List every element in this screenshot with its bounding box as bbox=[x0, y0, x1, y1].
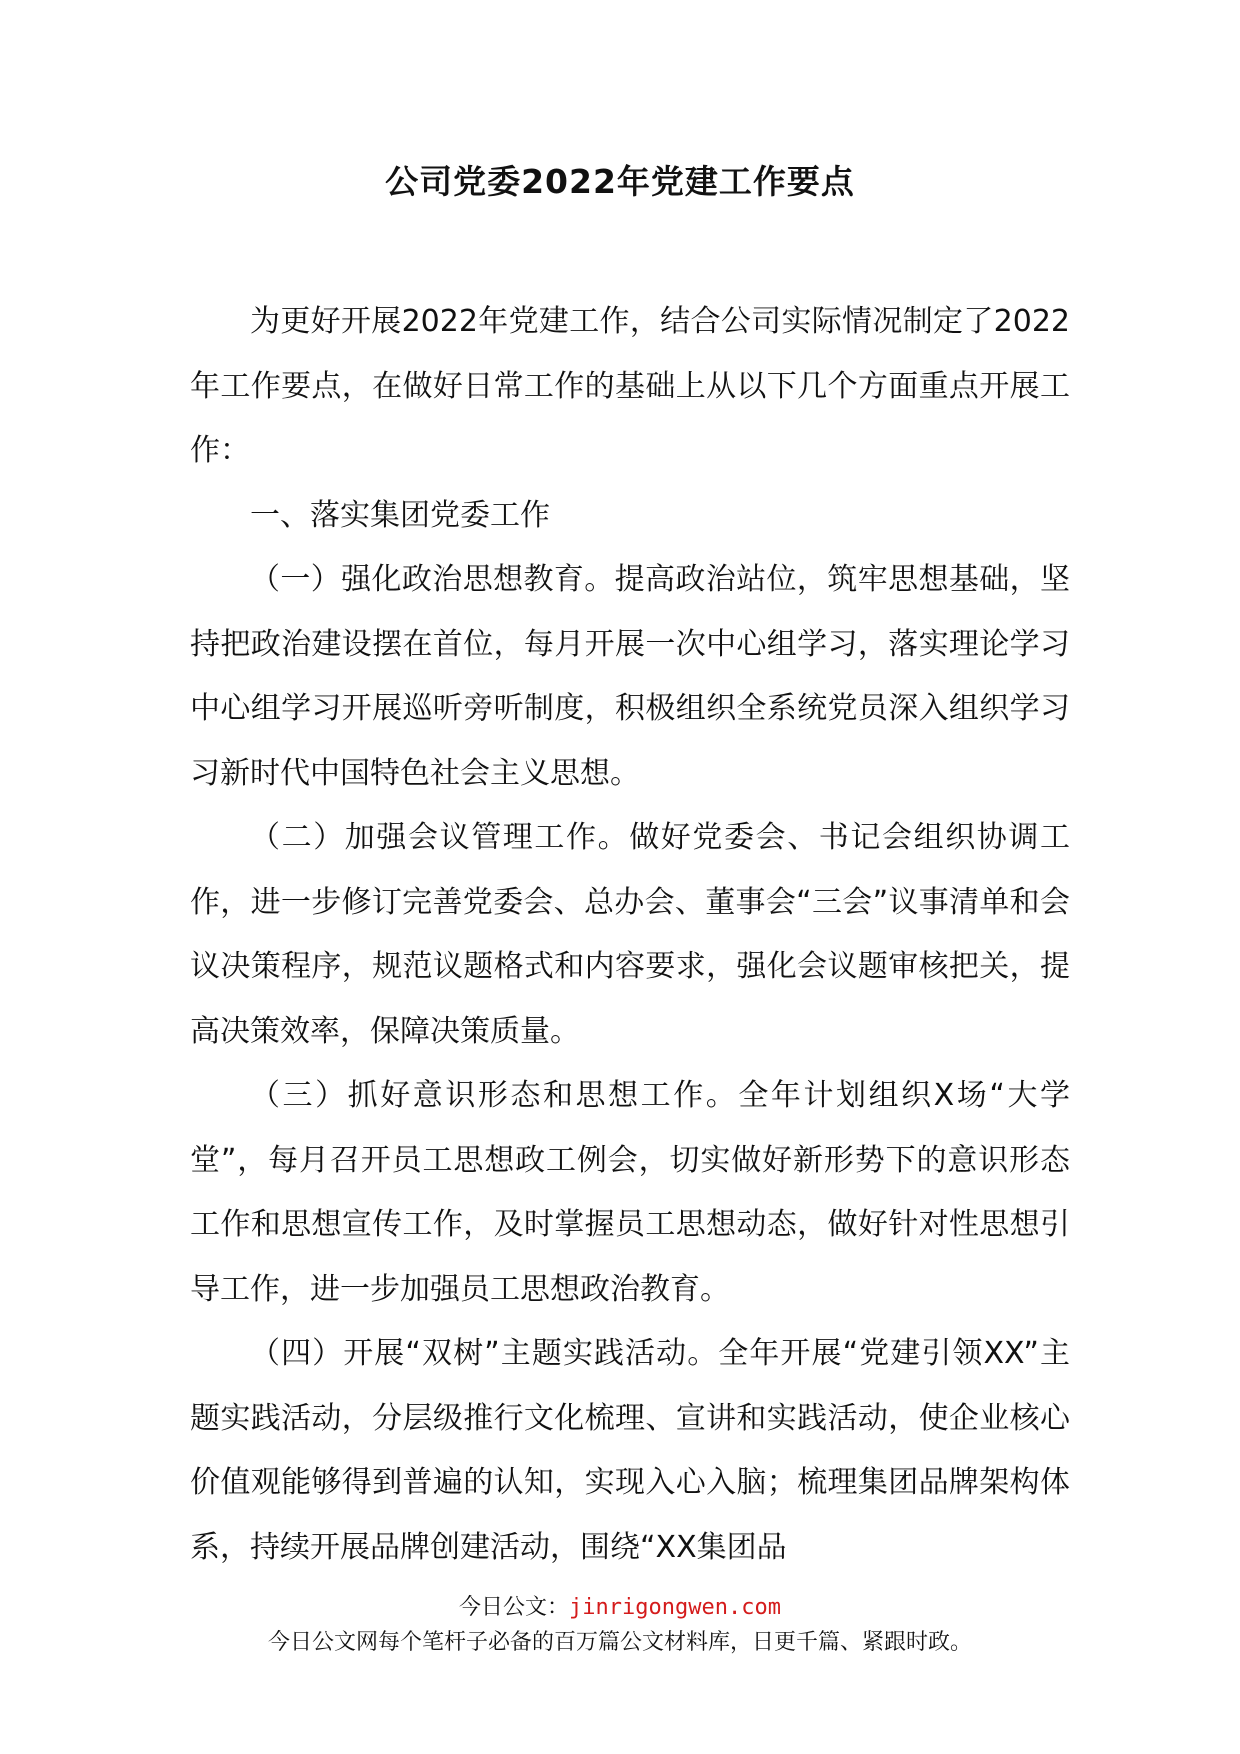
document-title: 公司党委2022年党建工作要点 bbox=[385, 162, 855, 201]
paragraph-item-1: （一）强化政治思想教育。提高政治站位，筑牢思想基础，坚持把政治建设摆在首位，每月开展一次中心组学习，落实理论学习中心组学习开展巡听旁听制度，积极组织全系统党员深入组织学习习新时代中国特色社会主义思想。 bbox=[190, 562, 1070, 791]
paragraph-item-4: （四）开展“双树”主题实践活动。全年开展“党建引领XX”主题实践活动，分层级推行文化梳理、宣讲和实践活动，使企业核心价值观能够得到普遍的认知，实现入心入脑；梳理集团品牌架构体系，持续开展品牌创建活动，围绕“XX集团品 bbox=[190, 1336, 1070, 1565]
footer-site-line bbox=[0, 1593, 1240, 1623]
footer-slogan: 今日公文网每个笔杆子必备的百万篇公文材料库，日更千篇、紧跟时政。 bbox=[267, 1630, 972, 1655]
paragraph-item-2: （二）加强会议管理工作。做好党委会、书记会组织协调工作，进一步修订完善党委会、总办会、董事会“三会”议事清单和会议决策程序，规范议题格式和内容要求，强化会议题审核把关，提高决策效率，保障决策质量。 bbox=[190, 820, 1070, 1049]
intro-paragraph: 为更好开展2022年党建工作，结合公司实际情况制定了2022年工作要点，在做好日常工作的基础上从以下几个方面重点开展工作： bbox=[190, 304, 1070, 468]
section-heading: 一、落实集团党委工作 bbox=[250, 497, 550, 533]
footer-site-url[interactable]: jinrigongwen.com bbox=[569, 1595, 781, 1620]
footer-site-label: 今日公文： bbox=[459, 1595, 570, 1620]
paragraph-item-3: （三）抓好意识形态和思想工作。全年计划组织X场“大学堂”，每月召开员工思想政工例会，切实做好新形势下的意识形态工作和思想宣传工作，及时掌握员工思想动态，做好针对性思想引导工作，进一步加强员工思想政治教育。 bbox=[190, 1078, 1070, 1307]
document-body bbox=[190, 290, 1070, 1580]
